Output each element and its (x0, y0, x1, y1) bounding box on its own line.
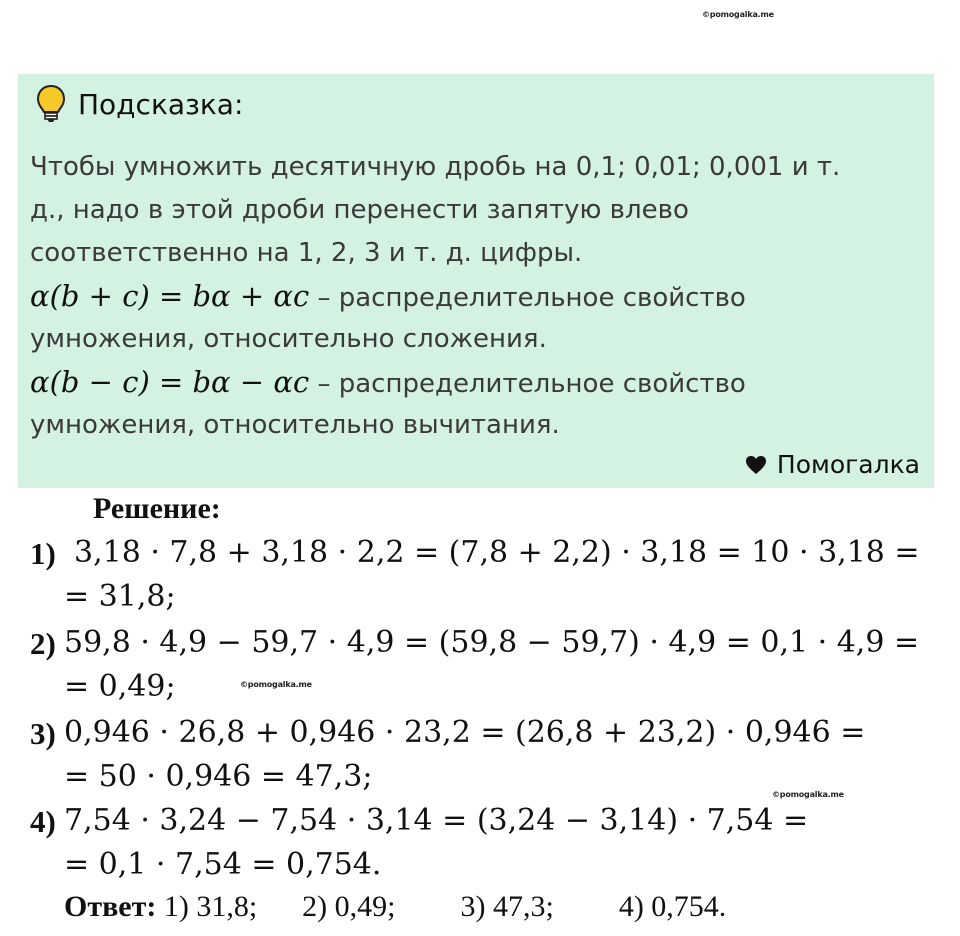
item-number: 1) (30, 536, 56, 571)
hint-header (36, 84, 243, 124)
lightbulb-icon (36, 84, 66, 124)
formula-description: – распределительное свойство (309, 283, 746, 313)
hint-line: умножения, относительно сложения. (30, 324, 547, 354)
item-number: 4) (30, 804, 56, 839)
heart-icon (745, 455, 767, 475)
solution-line: 0,946 · 26,8 + 0,946 · 23,2 = (26,8 + 23,2) · 0,946 = (64, 715, 866, 750)
solution-line: 59,8 · 4,9 − 59,7 · 4,9 = (59,8 − 59,7) · 4,9 = 0,1 · 4,9 = (64, 625, 920, 660)
answer-item: 1) 31,8; (163, 890, 258, 923)
solution-line: = 0,49; (64, 669, 176, 704)
item-number: 3) (30, 716, 56, 751)
watermark-middle: ©pomogalka.me (240, 680, 312, 689)
formula-description: – распределительное свойство (309, 369, 746, 399)
watermark-right: ©pomogalka.me (772, 790, 844, 799)
hint-formula-line (30, 275, 920, 318)
solution-line: 3,18 · 7,8 + 3,18 · 2,2 = (7,8 + 2,2) · 3,18 = 10 · 3,18 = (74, 535, 920, 570)
answer-line (64, 890, 726, 924)
solution-line: = 31,8; (64, 579, 176, 614)
brand-name: Помогалка (776, 450, 920, 479)
solution-title: Решение: (93, 492, 221, 525)
answer-label: Ответ: (64, 890, 157, 923)
answer-item: 2) 0,49; (302, 890, 396, 923)
item-number: 2) (30, 626, 56, 661)
brand (745, 450, 920, 479)
distributive-subtraction-formula: α(b − c) = bα − αc (30, 365, 310, 399)
hint-line: д., надо в этой дроби перенести запятую влево (30, 195, 689, 225)
hint-formula-line (30, 361, 920, 404)
hint-line: Чтобы умножить десятичную дробь на 0,1; 0,01; 0,001 и т. (30, 152, 841, 182)
answer-item: 4) 0,754. (618, 890, 727, 923)
solution-line: = 0,1 · 7,54 = 0,754. (64, 847, 382, 882)
solution-line: = 50 · 0,946 = 47,3; (64, 759, 373, 794)
hint-line: соответственно на 1, 2, 3 и т. д. цифры. (30, 238, 583, 268)
hint-text (30, 146, 920, 447)
solution-line: 7,54 · 3,24 − 7,54 · 3,14 = (3,24 − 3,14) · 7,54 = (64, 803, 809, 838)
watermark-top: ©pomogalka.me (702, 10, 774, 19)
answer-item: 3) 47,3; (460, 890, 554, 923)
hint-line: умножения, относительно вычитания. (30, 410, 560, 440)
distributive-addition-formula: α(b + c) = bα + αc (30, 279, 310, 313)
hint-title: Подсказка: (78, 87, 244, 121)
